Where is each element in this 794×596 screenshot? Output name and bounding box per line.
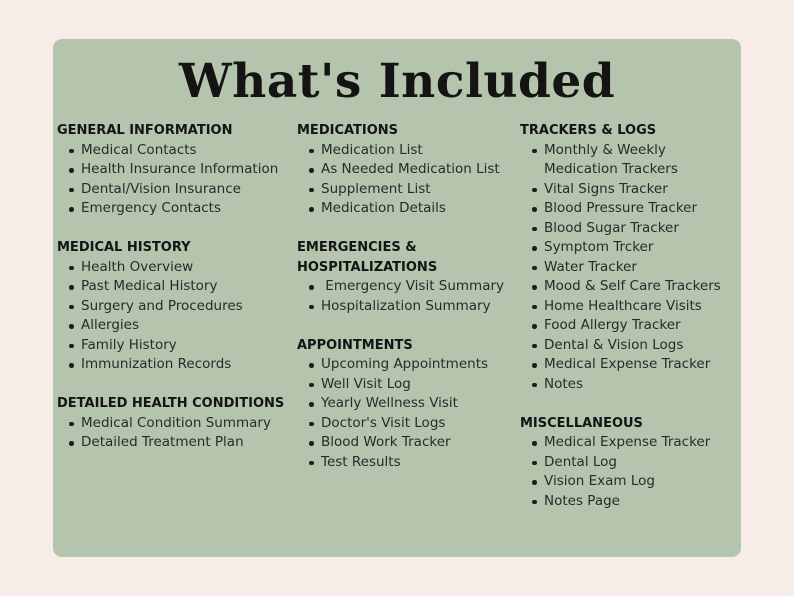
list-item: Blood Work Tracker	[297, 433, 517, 453]
column-3	[520, 121, 741, 531]
list-item: Allergies	[57, 316, 293, 336]
list-item: Emergency Contacts	[57, 199, 293, 219]
list-item: Notes	[520, 375, 741, 395]
list-item: As Needed Medication List	[297, 160, 517, 180]
page-title: What's Included	[178, 54, 616, 109]
item-list	[297, 277, 517, 316]
item-list	[297, 355, 517, 472]
section-heading: MISCELLANEOUS	[520, 415, 643, 431]
section-heading: GENERAL INFORMATION	[57, 123, 233, 138]
section-heading: TRACKERS & LOGS	[520, 123, 657, 138]
list-item: Medical Expense Tracker	[520, 355, 741, 375]
section-heading: MEDICAL HISTORY	[57, 240, 191, 255]
list-item: Monthly & Weekly Medication Trackers	[520, 141, 740, 180]
list-item: Medical Contacts	[57, 141, 293, 161]
list-item: Dental & Vision Logs	[520, 336, 741, 356]
section-heading: DETAILED HEALTH CONDITIONS	[57, 396, 285, 411]
item-list	[57, 258, 293, 375]
list-item: Vital Signs Tracker	[520, 180, 741, 200]
item-list	[520, 433, 741, 511]
list-item: Medical Expense Tracker	[520, 433, 741, 453]
list-item: Detailed Treatment Plan	[57, 433, 293, 453]
list-item: Dental/Vision Insurance	[57, 180, 293, 200]
list-item: Blood Pressure Tracker	[520, 199, 741, 219]
section-medications	[297, 121, 517, 219]
item-list	[57, 141, 293, 219]
section-detailed-health-conditions	[57, 394, 293, 453]
list-item: Family History	[57, 336, 293, 356]
section-trackers-logs	[520, 121, 741, 394]
section-medical-history	[57, 238, 293, 375]
list-item: Symptom Trcker	[520, 238, 741, 258]
section-heading: MEDICATIONS	[297, 123, 399, 138]
included-card	[53, 39, 741, 557]
list-item: Vision Exam Log	[520, 472, 741, 492]
list-item: Supplement List	[297, 180, 517, 200]
list-item: Well Visit Log	[297, 375, 517, 395]
list-item: Past Medical History	[57, 277, 293, 297]
list-item: Health Insurance Information	[57, 160, 293, 180]
list-item: Doctor's Visit Logs	[297, 414, 517, 434]
section-emergencies-hospitalizations	[297, 238, 517, 316]
item-list	[57, 414, 293, 453]
list-item: Test Results	[297, 453, 517, 473]
list-item: Yearly Wellness Visit	[297, 394, 517, 414]
list-item: Blood Sugar Tracker	[520, 219, 741, 239]
list-item: Dental Log	[520, 453, 741, 473]
list-item: Immunization Records	[57, 355, 293, 375]
item-list	[520, 141, 741, 395]
section-miscellaneous	[520, 414, 741, 512]
list-item: Medication Details	[297, 199, 517, 219]
list-item: Emergency Visit Summary	[297, 277, 517, 297]
section-appointments	[297, 336, 517, 473]
section-general-information	[57, 121, 293, 219]
column-1	[57, 121, 293, 472]
list-item: Medical Condition Summary	[57, 414, 293, 434]
list-item: Health Overview	[57, 258, 293, 278]
item-list	[297, 141, 517, 219]
list-item: Mood & Self Care Trackers	[520, 277, 741, 297]
section-heading: APPOINTMENTS	[297, 337, 413, 353]
list-item: Home Healthcare Visits	[520, 297, 741, 317]
list-item: Surgery and Procedures	[57, 297, 293, 317]
section-heading: EMERGENCIES & HOSPITALIZATIONS	[297, 240, 438, 275]
list-item: Food Allergy Tracker	[520, 316, 741, 336]
column-2	[297, 121, 517, 492]
list-item: Water Tracker	[520, 258, 741, 278]
list-item: Medication List	[297, 141, 517, 161]
list-item: Notes Page	[520, 492, 741, 512]
list-item: Upcoming Appointments	[297, 355, 517, 375]
list-item: Hospitalization Summary	[297, 297, 517, 317]
